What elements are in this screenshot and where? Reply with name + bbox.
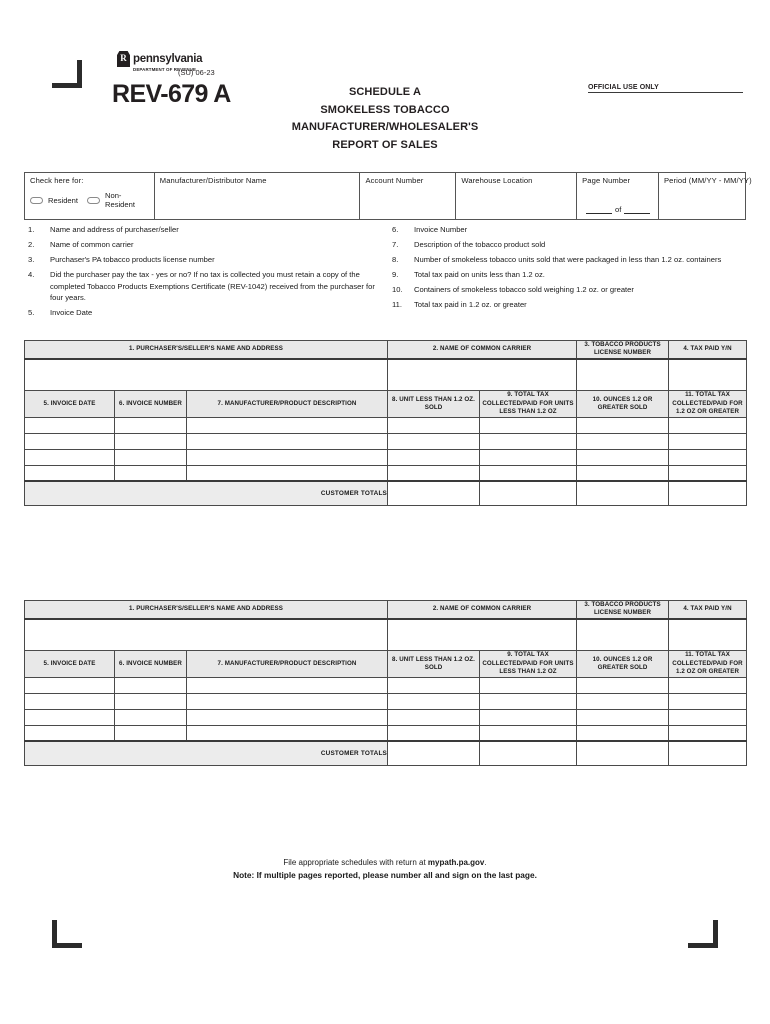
instruction-text: Total tax paid on units less than 1.2 oz.: [414, 269, 545, 279]
total-units-less-than[interactable]: [388, 741, 480, 765]
total-tax-greater[interactable]: [669, 481, 747, 505]
customer-header-row: [25, 601, 747, 619]
instruction-item: [392, 299, 748, 311]
resident-checkbox[interactable]: [30, 197, 43, 204]
resident-label: Resident: [48, 195, 78, 205]
total-units-less-than[interactable]: [388, 481, 480, 505]
non-resident-label: Non-Resident: [104, 191, 135, 209]
total-tax-less-than[interactable]: [480, 741, 577, 765]
header-purchaser-name-address: 1. PURCHASER'S/SELLER'S NAME AND ADDRESS: [25, 341, 388, 359]
page-number-field[interactable]: [577, 173, 659, 219]
customer-totals-row: [25, 741, 747, 765]
table-row[interactable]: [25, 693, 747, 709]
cell-product-description[interactable]: [187, 433, 388, 449]
revision-code: (SU) 06-23: [178, 68, 215, 77]
cell-tax-less-than[interactable]: [480, 465, 577, 481]
total-tax-less-than[interactable]: [480, 481, 577, 505]
instruction-item: [392, 269, 748, 281]
cell-invoice-number[interactable]: [115, 417, 187, 433]
manufacturer-name-label: Manufacturer/Distributor Name: [159, 176, 267, 185]
instruction-item: [28, 224, 384, 236]
header-tax-greater: 11. TOTAL TAX COLLECTED/PAID FOR 1.2 OZ OR GREATER: [669, 651, 747, 677]
account-number-field[interactable]: [360, 173, 456, 219]
header-tax-less-than: 9. TOTAL TAX COLLECTED/PAID FOR UNITS LESS THAN 1.2 OZ: [480, 391, 577, 417]
period-field[interactable]: [659, 173, 752, 219]
header-ounces-greater: 10. OUNCES 1.2 OR GREATER SOLD: [577, 651, 669, 677]
cell-invoice-number[interactable]: [115, 709, 187, 725]
cell-invoice-number[interactable]: [115, 693, 187, 709]
cell-product-description[interactable]: [187, 465, 388, 481]
cell-ounces-greater[interactable]: [577, 709, 669, 725]
cell-invoice-number[interactable]: [115, 449, 187, 465]
instruction-item: [392, 254, 748, 266]
header-common-carrier: 2. NAME OF COMMON CARRIER: [388, 341, 577, 359]
title-line-3: MANUFACTURER/WHOLESALER'S: [291, 121, 479, 133]
cell-product-description[interactable]: [187, 725, 388, 741]
header-tobacco-license-number: 3. TOBACCO PRODUCTS LICENSE NUMBER: [577, 341, 669, 359]
cell-invoice-date[interactable]: [25, 449, 115, 465]
table-row[interactable]: [25, 465, 747, 481]
header-units-less-than: 8. UNIT LESS THAN 1.2 OZ. SOLD: [388, 651, 480, 677]
table-row[interactable]: [25, 725, 747, 741]
total-ounces-greater[interactable]: [577, 741, 669, 765]
instruction-text: Name and address of purchaser/seller: [50, 225, 179, 234]
cell-tax-less-than[interactable]: [480, 709, 577, 725]
header-tax-paid: 4. TAX PAID Y/N: [669, 341, 747, 359]
cell-invoice-date[interactable]: [25, 693, 115, 709]
account-number-label: Account Number: [365, 176, 424, 185]
cell-invoice-date[interactable]: [25, 417, 115, 433]
keystone-icon: [117, 51, 130, 67]
page-of-label: of: [614, 205, 622, 214]
title-line-1: SCHEDULE A: [348, 86, 422, 98]
customer-entry-row[interactable]: [25, 359, 747, 391]
agency-department: DEPARTMENT OF REVENUE: [133, 66, 197, 72]
identification-bar: [24, 172, 752, 220]
cell-tax-greater[interactable]: [669, 677, 747, 693]
footer-prefix: File appropriate schedules with return at: [283, 858, 428, 867]
header-purchaser-name-address: 1. PURCHASER'S/SELLER'S NAME AND ADDRESS: [25, 601, 388, 619]
detail-header-row: [25, 651, 747, 677]
non-resident-checkbox[interactable]: [87, 197, 100, 204]
instruction-item: [392, 284, 748, 296]
cell-tax-greater[interactable]: [669, 465, 747, 481]
total-ounces-greater[interactable]: [577, 481, 669, 505]
cell-tax-less-than[interactable]: [480, 693, 577, 709]
instructions-left: [28, 224, 384, 322]
form-number: REV-679 A: [112, 80, 231, 108]
cell-ounces-greater[interactable]: [577, 449, 669, 465]
instruction-number: 2.: [28, 239, 35, 249]
form-footer: [0, 856, 770, 882]
cell-common-carrier[interactable]: [388, 359, 577, 391]
instruction-number: 1.: [28, 225, 35, 234]
official-use-rule: [588, 92, 743, 93]
table-row[interactable]: [25, 709, 747, 725]
registration-mark-bottom-left: [52, 920, 82, 948]
cell-tax-less-than[interactable]: [480, 677, 577, 693]
cell-tax-greater[interactable]: [669, 709, 747, 725]
cell-invoice-date[interactable]: [25, 677, 115, 693]
instruction-item: [28, 269, 384, 304]
header-tax-greater: 11. TOTAL TAX COLLECTED/PAID FOR 1.2 OZ OR GREATER: [669, 391, 747, 417]
cell-units-less-than[interactable]: [388, 725, 480, 741]
official-use-only-block: [588, 84, 743, 93]
cell-ounces-greater[interactable]: [577, 693, 669, 709]
cell-ounces-greater[interactable]: [577, 677, 669, 693]
title-line-2: SMOKELESS TOBACCO: [320, 103, 450, 116]
cell-tax-greater[interactable]: [669, 449, 747, 465]
header-invoice-number: 6. INVOICE NUMBER: [115, 391, 187, 417]
cell-common-carrier[interactable]: [388, 619, 577, 651]
cell-product-description[interactable]: [187, 449, 388, 465]
cell-tax-greater[interactable]: [669, 417, 747, 433]
cell-product-description[interactable]: [187, 693, 388, 709]
header-common-carrier: 2. NAME OF COMMON CARRIER: [388, 601, 577, 619]
cell-purchaser-name-address[interactable]: [25, 359, 388, 391]
instruction-text: Name of common carrier: [50, 239, 134, 249]
table-row[interactable]: [25, 449, 747, 465]
header-invoice-date: 5. INVOICE DATE: [25, 391, 115, 417]
sales-table-block-1: [24, 340, 747, 506]
cell-product-description[interactable]: [187, 709, 388, 725]
cell-invoice-number[interactable]: [115, 465, 187, 481]
cell-tax-paid[interactable]: [669, 619, 747, 651]
header-product-description: 7. MANUFACTURER/PRODUCT DESCRIPTION: [187, 651, 388, 677]
footer-website: mypath.pa.gov: [427, 858, 485, 867]
header-units-less-than: 8. UNIT LESS THAN 1.2 OZ. SOLD: [388, 391, 480, 417]
instruction-text: Purchaser's PA tobacco products license number: [50, 254, 215, 264]
table-row[interactable]: [25, 417, 747, 433]
instruction-number: 4.: [28, 269, 35, 279]
cell-invoice-number[interactable]: [115, 677, 187, 693]
agency-name: pennsylvania: [133, 53, 203, 65]
instruction-item: [392, 224, 748, 236]
page-total-blank[interactable]: [624, 206, 650, 214]
customer-header-row: [25, 341, 747, 359]
cell-product-description[interactable]: [187, 677, 388, 693]
cell-tax-greater[interactable]: [669, 725, 747, 741]
instruction-text: Description of the tobacco product sold: [414, 239, 546, 249]
instruction-number: 8.: [392, 254, 399, 264]
footer-filing-note: [0, 856, 770, 869]
instruction-item: [28, 239, 384, 251]
cell-units-less-than[interactable]: [388, 465, 480, 481]
form-title: [255, 84, 515, 154]
header-tax-paid: 4. TAX PAID Y/N: [669, 601, 747, 619]
instruction-number: 7.: [392, 239, 399, 249]
instruction-number: 10.: [392, 284, 403, 294]
cell-ounces-greater[interactable]: [577, 725, 669, 741]
registration-mark-bottom-right: [688, 920, 718, 948]
customer-totals-row: [25, 481, 747, 505]
header-ounces-greater: 10. OUNCES 1.2 OR GREATER SOLD: [577, 391, 669, 417]
instructions-right: [392, 224, 748, 314]
instruction-number: 11.: [392, 299, 402, 309]
instruction-text: Did the purchaser pay the tax - yes or no? If no tax is collected you must retain a copy of the completed Tobacco Products Exemptions Certificate (REV-1042) received from the purchaser for four years.: [50, 269, 375, 303]
cell-product-description[interactable]: [187, 417, 388, 433]
header-invoice-date: 5. INVOICE DATE: [25, 651, 115, 677]
cell-tobacco-license-number[interactable]: [577, 619, 669, 651]
cell-invoice-date[interactable]: [25, 465, 115, 481]
total-tax-greater[interactable]: [669, 741, 747, 765]
header-product-description: 7. MANUFACTURER/PRODUCT DESCRIPTION: [187, 391, 388, 417]
footer-suffix: .: [484, 858, 487, 867]
cell-invoice-date[interactable]: [25, 725, 115, 741]
cell-tax-greater[interactable]: [669, 433, 747, 449]
header-tax-less-than: 9. TOTAL TAX COLLECTED/PAID FOR UNITS LESS THAN 1.2 OZ: [480, 651, 577, 677]
sales-table-block-2: [24, 600, 747, 766]
cell-tax-less-than[interactable]: [480, 417, 577, 433]
instruction-item: [28, 254, 384, 266]
page-current-blank[interactable]: [586, 206, 612, 214]
customer-totals-label: CUSTOMER TOTALS: [25, 741, 388, 765]
footer-multipage-note: Note: If multiple pages reported, please number all and sign on the last page.: [233, 870, 537, 880]
cell-tax-greater[interactable]: [669, 693, 747, 709]
cell-tax-less-than[interactable]: [480, 433, 577, 449]
form-header: [0, 44, 770, 164]
cell-ounces-greater[interactable]: [577, 417, 669, 433]
cell-tax-paid[interactable]: [669, 359, 747, 391]
cell-units-less-than[interactable]: [388, 709, 480, 725]
customer-entry-row[interactable]: [25, 619, 747, 651]
detail-header-row: [25, 391, 747, 417]
cell-invoice-number[interactable]: [115, 725, 187, 741]
check-here-label: Check here for:: [30, 176, 84, 185]
cell-invoice-number[interactable]: [115, 433, 187, 449]
official-use-label: OFFICIAL USE ONLY: [588, 84, 659, 91]
instruction-number: 6.: [392, 225, 399, 234]
instruction-item: [28, 307, 384, 319]
cell-units-less-than[interactable]: [388, 417, 480, 433]
cell-invoice-date[interactable]: [25, 709, 115, 725]
instruction-text: Number of smokeless tobacco units sold that were packaged in less than 1.2 oz. containers: [414, 254, 722, 264]
residency-field: [25, 173, 155, 219]
cell-units-less-than[interactable]: [388, 433, 480, 449]
warehouse-location-label: Warehouse Location: [461, 176, 533, 185]
title-line-4: REPORT OF SALES: [332, 138, 438, 151]
period-label: Period (MM/YY - MM/YY): [664, 176, 752, 185]
cell-units-less-than[interactable]: [388, 693, 480, 709]
cell-ounces-greater[interactable]: [577, 433, 669, 449]
customer-totals-label: CUSTOMER TOTALS: [25, 481, 388, 505]
header-invoice-number: 6. INVOICE NUMBER: [115, 651, 187, 677]
cell-units-less-than[interactable]: [388, 677, 480, 693]
cell-ounces-greater[interactable]: [577, 465, 669, 481]
instruction-text: Containers of smokeless tobacco sold weighing 1.2 oz. or greater: [414, 284, 634, 294]
cell-tax-less-than[interactable]: [480, 725, 577, 741]
table-row[interactable]: [25, 433, 747, 449]
cell-tobacco-license-number[interactable]: [577, 359, 669, 391]
table-row[interactable]: [25, 677, 747, 693]
header-tobacco-license-number: 3. TOBACCO PRODUCTS LICENSE NUMBER: [577, 601, 669, 619]
instruction-text: Invoice Date: [50, 308, 93, 318]
cell-tax-less-than[interactable]: [480, 449, 577, 465]
cell-units-less-than[interactable]: [388, 449, 480, 465]
cell-invoice-date[interactable]: [25, 433, 115, 449]
instruction-number: 9.: [392, 269, 399, 279]
instruction-number: 5.: [28, 308, 35, 318]
cell-purchaser-name-address[interactable]: [25, 619, 388, 651]
instruction-item: [392, 239, 748, 251]
instruction-text: Total tax paid in 1.2 oz. or greater: [414, 299, 527, 309]
page-number-label: Page Number: [582, 176, 631, 185]
instruction-number: 3.: [28, 254, 35, 264]
instruction-text: Invoice Number: [414, 225, 468, 234]
manufacturer-name-field[interactable]: [155, 173, 361, 219]
warehouse-location-field[interactable]: [456, 173, 577, 219]
